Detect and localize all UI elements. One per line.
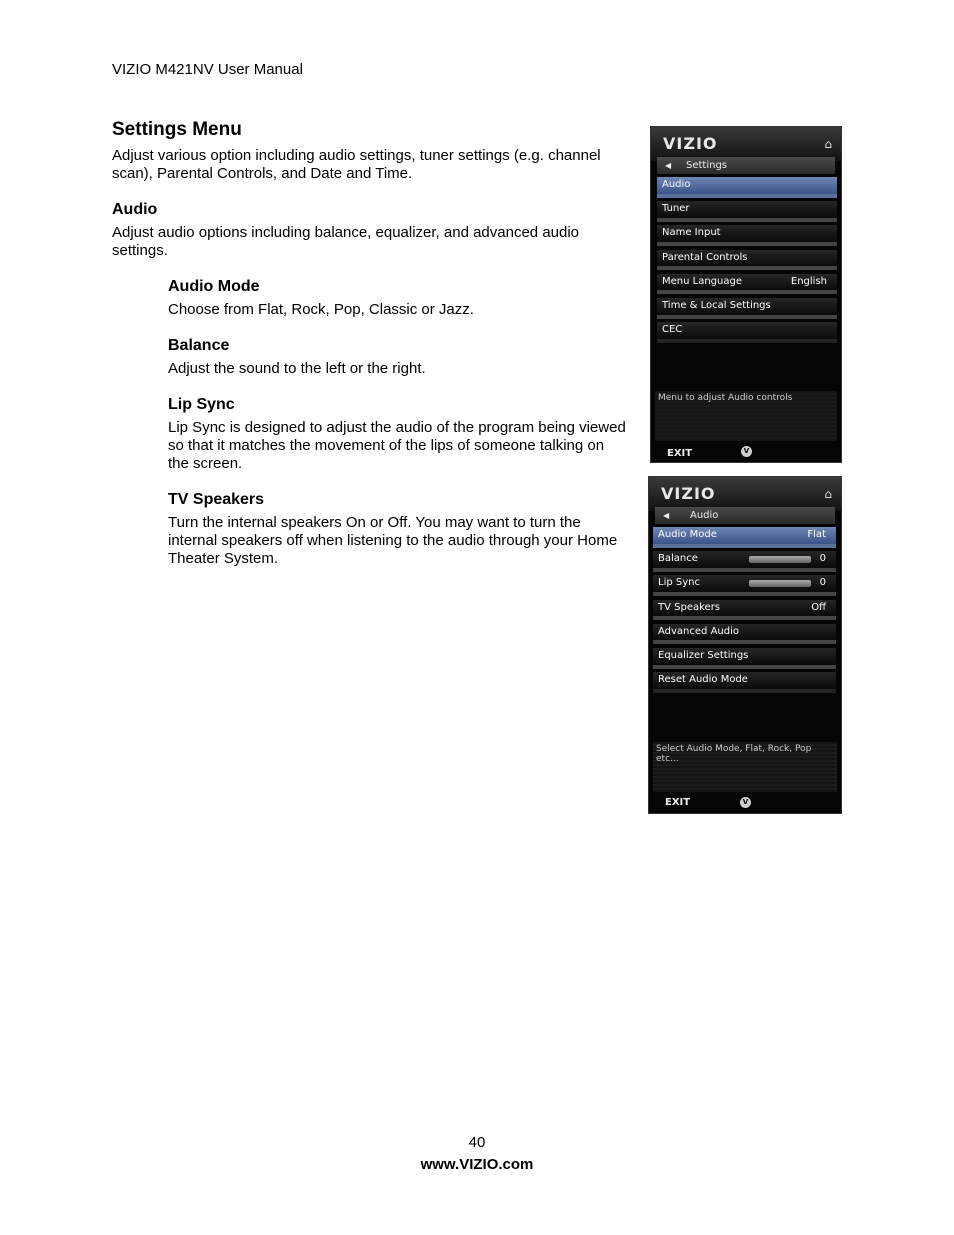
menu-item-label: Menu Language <box>662 275 742 287</box>
menu-item-value: Off <box>811 601 826 613</box>
tv-speakers-paragraph: Turn the internal speakers On or Off. You may want to turn the internal speakers off when listening to the audio through your Home Theater System. <box>168 514 618 567</box>
menu-item-lip-sync <box>653 575 836 596</box>
menu-item-value: 0 <box>819 553 826 565</box>
menu-item-label: Parental Controls <box>662 251 748 263</box>
menu-item-label: Advanced Audio <box>658 625 739 637</box>
back-arrow-icon: ◀ <box>663 511 670 520</box>
menu-item-label: Lip Sync <box>658 577 700 589</box>
menu-item-label: Audio <box>662 179 691 190</box>
menu-item-menu-language <box>657 274 837 295</box>
vizio-logo: VIZIO <box>661 484 716 503</box>
v-button-icon: V <box>740 797 751 808</box>
menu-item-label: Reset Audio Mode <box>658 674 748 686</box>
menu-item-audio-mode <box>653 527 836 548</box>
lip-sync-heading: Lip Sync <box>168 396 235 413</box>
breadcrumb-label: Audio <box>690 510 719 521</box>
menu-item-label: Equalizer Settings <box>658 649 749 661</box>
menu-item-value: 0 <box>819 577 826 589</box>
balance-heading: Balance <box>168 337 230 354</box>
exit-label: EXIT <box>667 448 693 459</box>
audio-heading: Audio <box>112 201 158 218</box>
home-icon: ⌂ <box>824 137 832 151</box>
breadcrumb <box>657 157 835 174</box>
menu-item-label: Tuner <box>662 203 690 215</box>
menu-item-balance <box>653 551 836 572</box>
v-button-icon: V <box>741 446 752 457</box>
menu-item-label: Balance <box>658 553 698 565</box>
tv-speakers-heading: TV Speakers <box>168 491 265 508</box>
audio-mode-heading: Audio Mode <box>168 278 260 295</box>
settings-menu-screenshot <box>650 126 842 463</box>
main-text <box>112 119 627 568</box>
vizio-logo: VIZIO <box>663 134 718 153</box>
intro-paragraph: Adjust various option including audio settings, tuner settings (e.g. channel scan), Parental Controls, and Date and Time. <box>112 147 601 182</box>
menu-item-label: Name Input <box>662 227 721 239</box>
balance-paragraph: Adjust the sound to the left or the right. <box>168 360 426 377</box>
settings-menu-list <box>657 177 837 346</box>
breadcrumb-label: Settings <box>686 160 728 171</box>
menu-item-value: Flat <box>807 529 826 540</box>
tv-top-bar <box>649 477 841 511</box>
tv-top-bar <box>651 127 841 161</box>
menu-item-parental-controls <box>657 250 837 271</box>
menu-item-label: CEC <box>662 324 683 336</box>
audio-menu-list <box>653 527 836 696</box>
home-icon: ⌂ <box>824 487 832 501</box>
menu-item-label: Audio Mode <box>658 529 717 540</box>
menu-item-time-local-settings <box>657 298 837 319</box>
breadcrumb <box>655 507 835 524</box>
menu-item-name-input <box>657 225 837 246</box>
audio-menu-screenshot <box>648 476 842 814</box>
footer-url: www.VIZIO.com <box>420 1156 534 1173</box>
lip-sync-slider <box>749 580 811 587</box>
back-arrow-icon: ◀ <box>665 161 672 170</box>
help-text: Menu to adjust Audio controls <box>655 391 837 441</box>
menu-item-audio <box>657 177 837 198</box>
running-header: VIZIO M421NV User Manual <box>112 61 303 78</box>
menu-item-tv-speakers <box>653 600 836 621</box>
lip-sync-paragraph: Lip Sync is designed to adjust the audio of the program being viewed so that it matches the movement of the lips of someone talking on the screen. <box>168 419 626 472</box>
menu-item-reset-audio-mode <box>653 672 836 693</box>
audio-paragraph: Adjust audio options including balance, equalizer, and advanced audio settings. <box>112 224 580 259</box>
page-number: 40 <box>468 1134 486 1151</box>
audio-mode-paragraph: Choose from Flat, Rock, Pop, Classic or Jazz. <box>168 301 474 318</box>
menu-item-label: TV Speakers <box>658 601 721 613</box>
section-title: Settings Menu <box>112 119 242 140</box>
exit-label: EXIT <box>665 797 691 808</box>
menu-item-equalizer-settings <box>653 648 836 669</box>
balance-slider <box>749 556 811 563</box>
menu-item-advanced-audio <box>653 624 836 645</box>
menu-item-label: Time & Local Settings <box>662 299 771 311</box>
menu-item-tuner <box>657 201 837 222</box>
menu-item-value: English <box>790 275 827 287</box>
menu-item-cec <box>657 322 837 343</box>
help-text: Select Audio Mode, Flat, Rock, Pop etc... <box>653 742 837 792</box>
